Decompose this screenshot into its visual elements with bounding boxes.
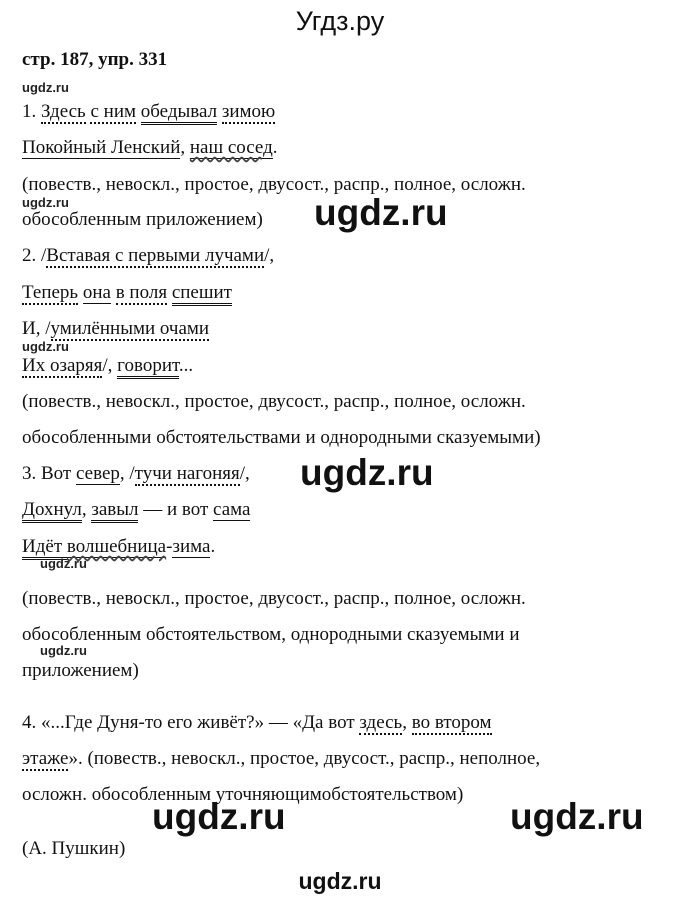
punct: . [210, 536, 216, 557]
watermark-big: ugdz.ru [300, 452, 434, 493]
word: наш сосед [189, 137, 273, 158]
sentence-2-line-4 [22, 355, 193, 377]
punct: , [81, 499, 92, 520]
text: ». (повеств., невоскл., простое, двусост., распр., неполное, [68, 748, 541, 769]
word: Их озаряя [22, 355, 103, 376]
sentence-2-line-1 [22, 245, 274, 267]
watermark-big: ugdz.ru [510, 796, 644, 837]
word: этаже [22, 748, 69, 769]
punct: . [272, 137, 278, 158]
word: завыл [91, 499, 138, 523]
sentence-3-line-3 [22, 536, 215, 558]
word: умилёнными очами [50, 318, 210, 339]
word: Теперь [22, 282, 79, 303]
word: обедывал [141, 101, 217, 125]
word: она [82, 282, 111, 303]
punct: 2. / [22, 245, 47, 266]
watermark-big: ugdz.ru [314, 192, 448, 233]
word: Дохнул [22, 499, 82, 523]
word: в поля [115, 282, 168, 303]
sentence-2-note-1: (повеств., невоскл., простое, двусост., распр., полное, осложн. [22, 391, 526, 412]
punct: ... [178, 355, 194, 376]
site-title: Угдз.ру [295, 6, 385, 36]
sentence-3-note-1: (повеств., невоскл., простое, двусост., распр., полное, осложн. [22, 588, 526, 609]
author: (А. Пушкин) [22, 838, 126, 859]
sentence-1-note-2: обособленным приложением) [22, 209, 263, 230]
word: зима [172, 536, 211, 557]
punct: И, / [22, 318, 51, 339]
word: север [75, 463, 120, 484]
sentence-3-line-2 [22, 499, 250, 521]
sentence-3-line-1 [22, 463, 250, 485]
watermark-small: ugdz.ru [22, 339, 69, 354]
watermark-small: ugdz.ru [40, 643, 87, 658]
punct: 3. Вот [22, 463, 76, 484]
word: зимою [221, 101, 276, 122]
sentence-1-line-2 [22, 137, 278, 159]
sentence-4-line-1 [22, 712, 492, 734]
word: сама [213, 499, 251, 520]
sentence-3-note-2: обособленным обстоятельством, однородными сказуемыми и [22, 624, 520, 645]
punct: - [166, 536, 173, 557]
sentence-2-line-3 [22, 318, 209, 340]
watermark-small: ugdz.ru [40, 556, 87, 571]
sentence-4-line-3: осложн. обособленным уточняющимобстоятельством) [22, 784, 464, 805]
word: Вставая с первыми лучами [46, 245, 265, 266]
word: здесь [359, 712, 403, 733]
word: волшебница [66, 536, 167, 557]
word: с ним [90, 101, 137, 122]
footer-watermark: ugdz.ru [298, 868, 382, 894]
exercise-heading: стр. 187, упр. 331 [22, 49, 168, 70]
watermark-big: ugdz.ru [152, 796, 286, 837]
word: Здесь [41, 101, 86, 122]
word: Покойный Ленский [22, 137, 181, 158]
sentence-4-line-2 [22, 748, 540, 770]
sentence-1-note-1: (повеств., невоскл., простое, двусост., распр., полное, осложн. [22, 174, 526, 195]
punct: /, [239, 463, 250, 484]
punct: , / [119, 463, 135, 484]
watermark-small: ugdz.ru [22, 80, 69, 95]
punct: , [180, 137, 190, 158]
sentence-2-note-2: обособленными обстоятельствами и однородными сказуемыми) [22, 427, 541, 448]
watermark-small: ugdz.ru [22, 195, 69, 210]
word: Идёт [22, 536, 67, 560]
word: говорит [117, 355, 179, 379]
word: спешит [172, 282, 232, 306]
sentence-3-note-3: приложением) [22, 660, 139, 681]
punct: /, [102, 355, 118, 376]
punct: — и вот [138, 499, 214, 520]
sentence-number: 1. [22, 101, 41, 122]
sentence-1-line-1 [22, 101, 275, 123]
word: во втором [411, 712, 492, 733]
word: тучи нагоняя [134, 463, 240, 484]
sentence-2-line-2 [22, 282, 232, 304]
text: 4. «...Где Дуня-то его живёт?» — «Да вот [22, 712, 360, 733]
punct: /, [264, 245, 275, 266]
punct: , [402, 712, 412, 733]
